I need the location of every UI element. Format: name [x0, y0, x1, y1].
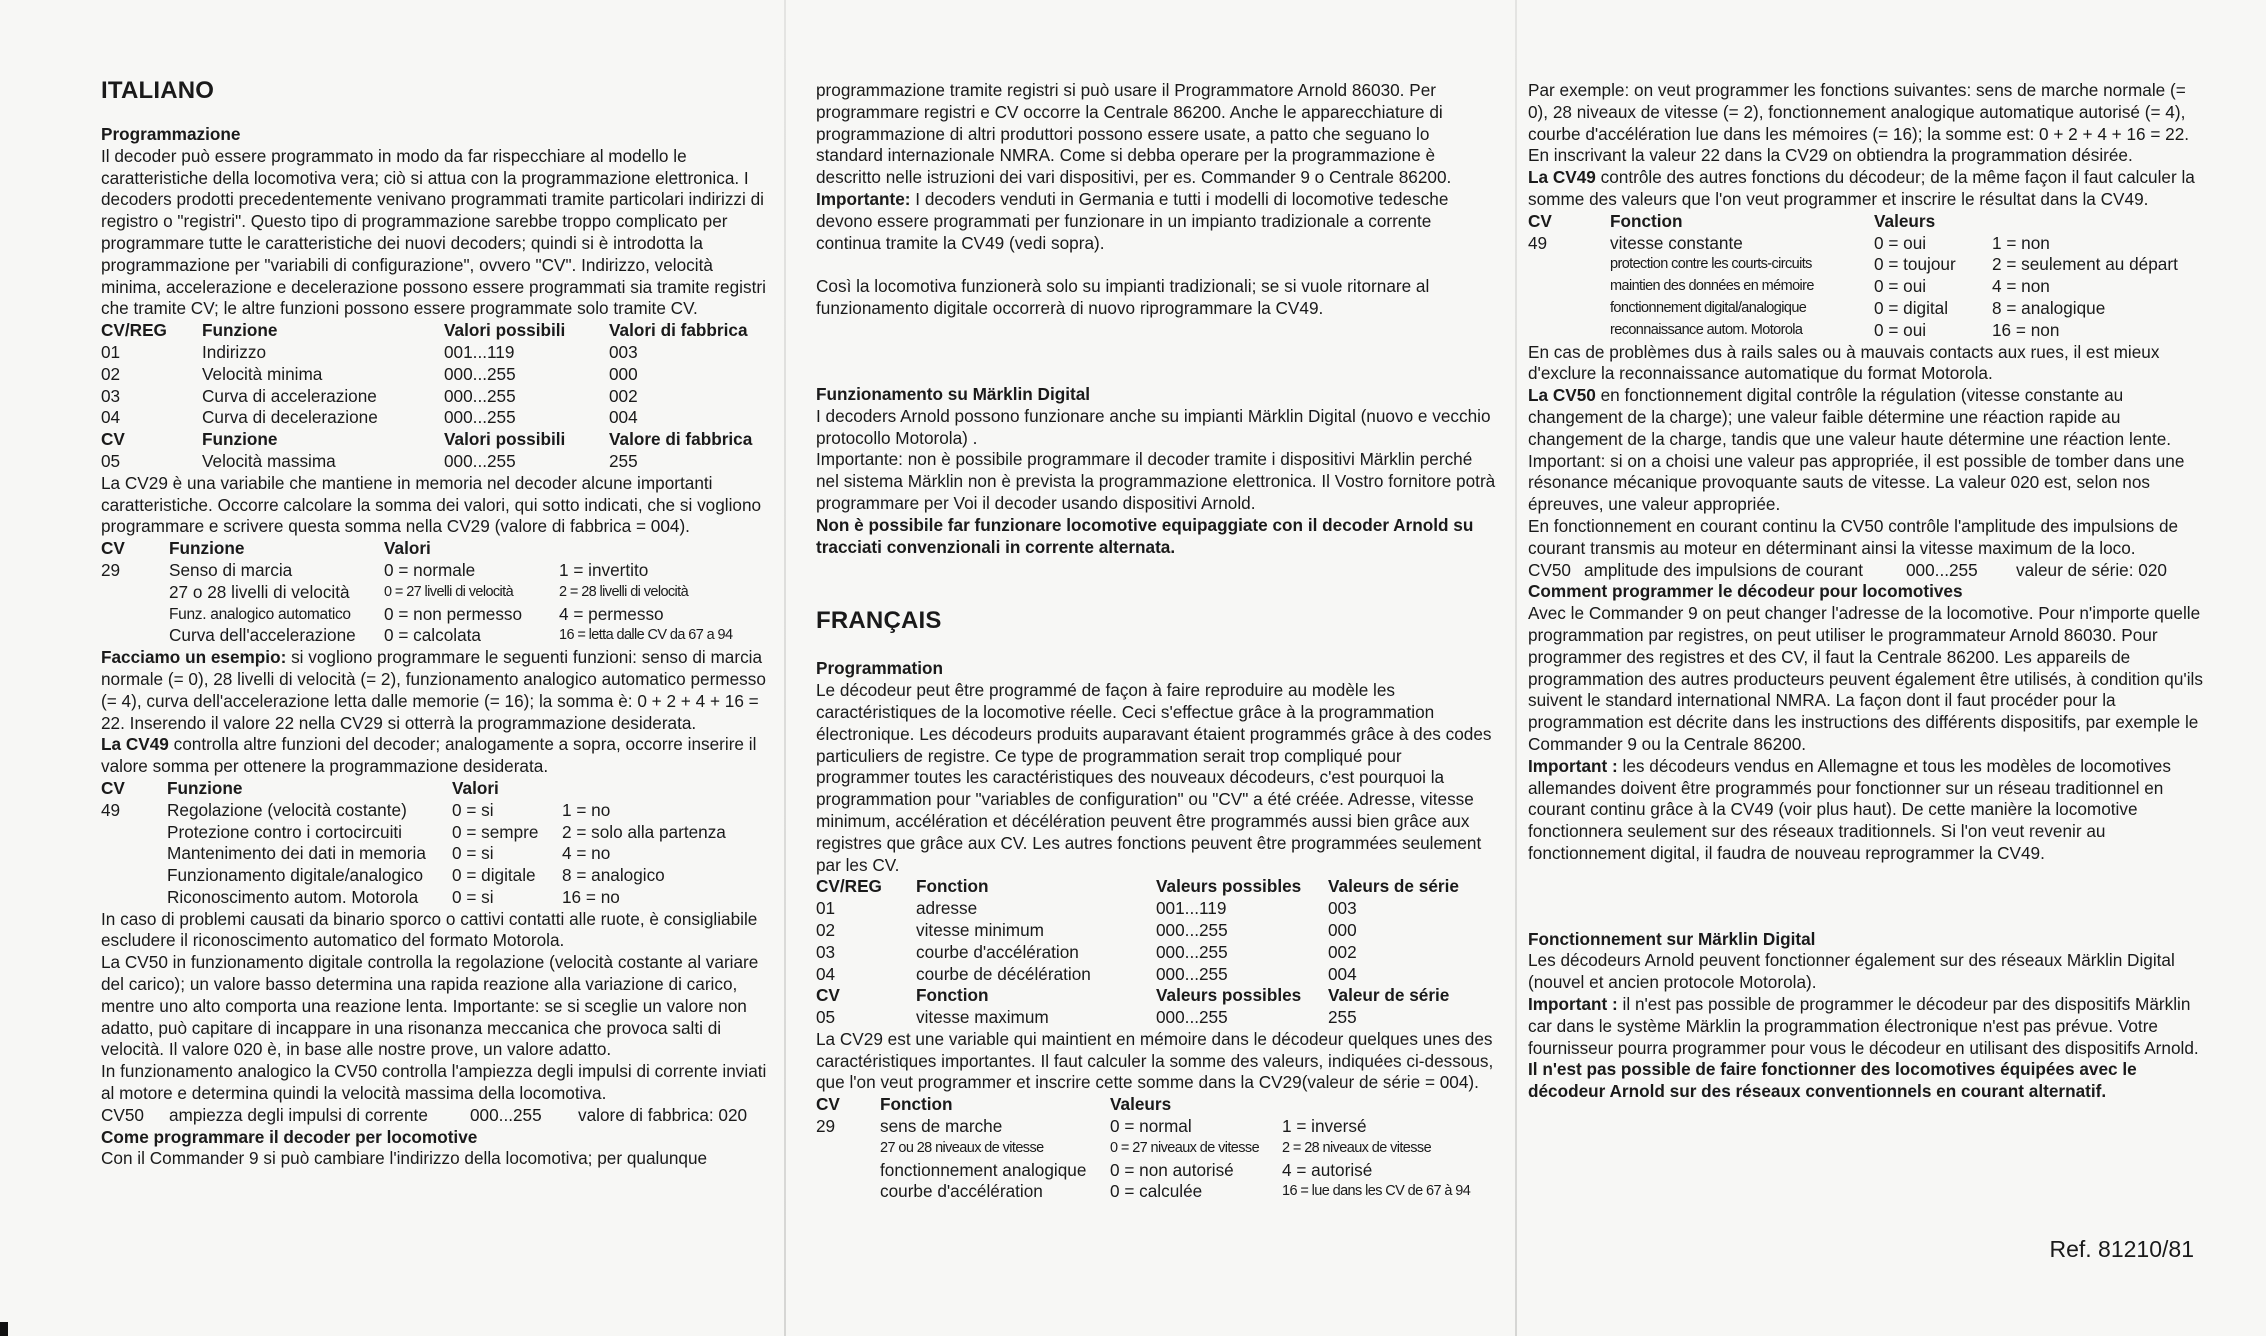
table-cell: courbe de décélération: [916, 963, 1091, 984]
paragraph-cv49: [101, 734, 771, 778]
table-cell: 4 = no: [562, 843, 611, 864]
table-cell: 05: [101, 450, 121, 471]
table-header-row: [816, 1094, 1470, 1116]
table-header: Fonction: [916, 985, 989, 1006]
table-cell: 03: [816, 941, 836, 962]
fold-line-left: [784, 0, 786, 1336]
table-cell: protection contre les courts-circuits: [1610, 256, 1812, 273]
table-cell: 000...255: [470, 1104, 542, 1125]
table-cell: 0 = 27 niveaux de vitesse: [1110, 1139, 1260, 1156]
table-row: [1528, 560, 2167, 582]
table-cell: [1528, 320, 1610, 342]
table-cell: ampiezza degli impulsi di corrente: [169, 1104, 428, 1125]
table-cell: Riconoscimento autom. Motorola: [167, 886, 419, 907]
table-cell: 0 = sempre: [452, 821, 539, 842]
table-cell: 003: [1328, 898, 1357, 919]
table-row: [1528, 233, 2178, 255]
table-header: CV/REG: [101, 320, 167, 341]
table-cell: 000...255: [444, 385, 516, 406]
table-header-row: [101, 429, 752, 451]
paragraph-example: [101, 647, 771, 734]
table-cell: 0 = normale: [384, 559, 476, 580]
paragraph-problems-fr: En cas de problèmes dus à rails sales ou à mauvais contacts aux rues, il est mieux d'exclure la reconnaissance automatique du format Motorola.: [1528, 341, 2160, 384]
table-cell: 0 = digitale: [452, 865, 536, 886]
table-cell: [1528, 276, 1610, 298]
table-row: [101, 582, 732, 604]
table-cell: 2 = 28 livelli di velocità: [559, 583, 689, 600]
table-cell: 2 = 28 niveaux de vitesse: [1282, 1139, 1432, 1156]
table-cell: [816, 1181, 880, 1203]
table-row: [101, 407, 752, 429]
table-row: [1528, 298, 2178, 320]
cv29-table-it: [101, 538, 732, 647]
example-text: si vogliono programmare le seguenti funzioni: senso di marcia normale (= 0), 28 livelli di velocità (= 2), funzionamento analogico automatico permesso (= 4), curva dell'accelerazione letta dalle memorie (= 16); la somma è: 0 + 2 + 4 + 16 = 22. Inserendo il valore 22 nella CV29 si otterrà la programmazione desiderata.: [101, 647, 766, 733]
table-row: [101, 800, 726, 822]
fold-line-right: [1515, 0, 1517, 1336]
cv49-text: controlla altre funzioni del decoder; analogamente a sopra, occorre inserire il valore somma per ottenere la programmazione desiderata.: [101, 734, 757, 777]
table-cell: amplitude des impulsions de courant: [1584, 559, 1863, 580]
paragraph-cv50-digital: La CV50 in funzionamento digitale controlla la regolazione (velocità costante al variare del carico); un valore basso determina una rapida reazione alla variazione di carico, mentre uno alto comporta una reazione lenta. Importante: se si sceglie un valore non adatto, può capitare di incappare in una risonanza meccanica che provoca salti di velocità. Il valore 020 è, in base alle nostre prove, un valore adatto.: [101, 952, 759, 1060]
table-cell: 0 = normal: [1110, 1116, 1192, 1137]
table-cell: [101, 625, 169, 647]
table-header: [1992, 211, 2178, 233]
table-row: [101, 865, 726, 887]
cv-table-basic-fr: [816, 876, 1459, 1029]
table-header-row: [101, 778, 726, 800]
table-cell: 0 = calcolata: [384, 625, 481, 646]
paragraph-cv29: La CV29 è una variabile che mantiene in memoria nel decoder alcune importanti caratteristiche. Occorre calcolare la somma dei valori, qui sotto indicati, che si vogliono programmare e scrivere questa somma nella CV29 (valore di fabbrica = 004).: [101, 472, 762, 537]
table-cell: 1 = no: [562, 799, 611, 820]
paragraph-example-fr: Par exemple: on veut programmer les fonctions suivantes: sens de marche normale (= 0), 28 niveaux de vitesse (= 2), fonctionnement analogique automatique autorisé (= 4), courbe d'accélération lue dans les mémoires (= 16); la somme est: 0 + 2 + 4 + 16 = 22. En inscrivant la valeur 22 dans la CV29 on obtiendra la programmation désirée.: [1528, 80, 2190, 166]
table-cell: Regolazione (velocità costante): [167, 799, 407, 820]
table-cell: 000...255: [1156, 1007, 1228, 1028]
table-cell: 4 = permesso: [559, 603, 664, 624]
table-row: [1528, 254, 2178, 276]
paragraph-problems: In caso di problemi causati da binario sporco o cattivi contatti alle ruote, è consigliabile escludere il riconoscimento automatico del formato Motorola.: [101, 908, 758, 951]
table-cell: 004: [609, 407, 638, 428]
table-cell: 002: [609, 385, 638, 406]
paragraph-how-to-program: Con il Commander 9 si può cambiare l'indirizzo della locomotiva; per qualunque: [101, 1148, 708, 1169]
table-cell: Curva dell'accelerazione: [169, 625, 356, 646]
paragraph-important: [816, 189, 1496, 254]
table-header-row: [816, 876, 1459, 898]
table-cell: 255: [609, 450, 638, 471]
table-cell: 000: [1328, 919, 1357, 940]
table-row: [816, 1138, 1470, 1160]
important-lead: Important :: [1528, 755, 1618, 776]
cv49-table-it: [101, 778, 726, 909]
table-cell: 2 = solo alla partenza: [562, 821, 726, 842]
paragraph-marklin-1: I decoders Arnold possono funzionare anche su impianti Märklin Digital (nuovo e vecchio protocollo Motorola) .: [816, 405, 1491, 448]
table-header: Valori: [452, 777, 499, 798]
table-cell: 000...255: [1156, 919, 1228, 940]
table-cell: 01: [101, 341, 121, 362]
table-cell: 27 o 28 livelli di velocità: [169, 581, 350, 602]
table-row: [816, 1007, 1459, 1029]
table-cell: 2 = seulement au départ: [1992, 254, 2178, 275]
table-cell: [101, 887, 167, 909]
table-cell: 03: [101, 385, 121, 406]
table-header: Fonction: [1610, 210, 1683, 231]
table-cell: 29: [101, 559, 121, 580]
column-right: [1528, 80, 2208, 1103]
table-header: Fonction: [916, 876, 989, 897]
table-cell: CV50: [1528, 559, 1571, 580]
table-cell: [816, 1160, 880, 1182]
paragraph-marklin-2: Importante: non è possibile programmare il decoder tramite i dispositivi Märklin perché nel sistema Märklin non è prevista la programmazione elettronica. Il Vostro fornitore potrà programmare per Voi il decoder usando dispositivi Arnold.: [816, 449, 1496, 513]
table-cell: 000...255: [1156, 941, 1228, 962]
table-row: [101, 1105, 747, 1127]
cv50-text: en fonctionnement digital contrôle la régulation (vitesse constante au changement de la charge); une valeur faible détermine une réaction rapide au changement de la charge, tandis que une valeur haute détermine une réaction lente. Important: si on a choisi une valeur pas appropriée, il est possible de tomber dans une résonance mécanique provoquante sauts de vitesse. La valeur 020 est, selon nos épreuves, une valeur appropriée.: [1528, 385, 2185, 515]
table-cell: 1 = inversé: [1282, 1116, 1367, 1137]
paragraph-programmation: Le décodeur peut être programmé de façon à faire reproduire au modèle les caractéristiques de la locomotive réelle. Ceci s'effectue grâce à la programmation électronique. Les décodeurs produits auparavant étaient programmés grâce à des codes particuliers de registre. Ce type de programmation serait trop compliqué pour programmer toutes les caractéristiques des nouveaux décodeurs, c'est pourquoi la programmation pour "variables de configuration" ou "CV" a été créée. Adresse, vitesse minimum, accélération et décélération peuvent être programmés aussi bien grâce aux registres que grâce aux CV. Les autres fonctions peuvent être programmées seulement par les CV.: [816, 680, 1492, 875]
cv49-lead: La CV49: [1528, 167, 1596, 188]
table-cell: [1528, 254, 1610, 276]
table-header: Fonction: [880, 1094, 953, 1115]
table-cell: 16 = letta dalle CV da 67 a 94: [559, 627, 733, 644]
cv50-line-fr: [1528, 560, 2167, 582]
table-cell: 0 = digital: [1874, 297, 1949, 318]
paragraph-cv29-fr: La CV29 est une variable qui maintient en mémoire dans le décodeur quelques unes des caractéristiques importantes. Il faut calculer la somme des valeurs, indiquées ci-dessous, que l'on veut programmer et inscrire cette somme dans la CV29(valeur de série = 004).: [816, 1028, 1494, 1093]
table-cell: 8 = analogique: [1992, 297, 2106, 318]
table-cell: 003: [609, 341, 638, 362]
table-cell: sens de marche: [880, 1116, 1003, 1137]
table-header: CV: [101, 429, 125, 450]
column-italiano: [101, 76, 771, 1170]
table-cell: Mantenimento dei dati in memoria: [167, 843, 426, 864]
table-cell: Curva di decelerazione: [202, 407, 378, 428]
cv29-table-fr: [816, 1094, 1470, 1203]
table-header: CV: [1528, 210, 1552, 231]
table-row: [816, 964, 1459, 986]
table-cell: 16 = no: [562, 886, 620, 907]
table-cell: 000...255: [444, 450, 516, 471]
table-cell: Senso di marcia: [169, 559, 293, 580]
table-header: Valeurs possibles: [1156, 985, 1302, 1006]
table-row: [816, 1181, 1470, 1203]
table-cell: [1528, 298, 1610, 320]
table-cell: maintien des données en mémoire: [1610, 278, 1814, 295]
paragraph-cv50-dc: En fonctionnement en courant continu la CV50 contrôle l'amplitude des impulsions de courant transmis au moteur en déterminant ainsi la vitesse maximum de la loco.: [1528, 515, 2179, 558]
table-cell: courbe d'accélération: [880, 1181, 1043, 1202]
table-cell: Indirizzo: [202, 341, 266, 362]
table-cell: reconnaissance autom. Motorola: [1610, 321, 1803, 338]
table-cell: [101, 865, 167, 887]
table-header: Funzione: [167, 777, 243, 798]
table-cell: [816, 1138, 880, 1160]
table-header: [1282, 1094, 1470, 1116]
table-cell: Velocità massima: [202, 450, 336, 471]
paragraph-marklin-warning: Non è possibile far funzionare locomotive equipaggiate con il decoder Arnold su tracciati convenzionali in corrente alternata.: [816, 514, 1474, 557]
table-header: CV: [816, 1094, 840, 1115]
table-cell: vitesse minimum: [916, 919, 1044, 940]
cv49-lead: La CV49: [101, 734, 169, 755]
table-cell: vitesse constante: [1610, 232, 1743, 253]
table-cell: 000...255: [1906, 559, 1978, 580]
table-header: Funzione: [202, 429, 278, 450]
table-cell: 0 = toujour: [1874, 254, 1956, 275]
table-cell: 27 ou 28 niveaux de vitesse: [880, 1139, 1044, 1156]
important-lead: Importante:: [816, 188, 911, 209]
heading-programmazione: Programmazione: [101, 124, 241, 144]
table-cell: 04: [816, 963, 836, 984]
table-cell: 16 = non: [1992, 319, 2060, 340]
table-cell: 0 = si: [452, 886, 494, 907]
table-cell: 05: [816, 1007, 836, 1028]
table-header: [562, 778, 726, 800]
table-row: [101, 451, 752, 473]
table-cell: 255: [1328, 1007, 1357, 1028]
table-cell: 01: [816, 898, 836, 919]
table-cell: 0 = si: [452, 843, 494, 864]
table-header: Funzione: [169, 538, 245, 559]
table-row: [101, 822, 726, 844]
table-cell: 000...255: [1156, 963, 1228, 984]
table-header: Funzione: [202, 320, 278, 341]
paragraph-cv49-fr: [1528, 167, 2208, 211]
table-row: [101, 887, 726, 909]
table-cell: 0 = non autorisé: [1110, 1159, 1234, 1180]
table-header: Valeur de série: [1328, 985, 1450, 1006]
table-header: Valori: [384, 538, 431, 559]
table-cell: 002: [1328, 941, 1357, 962]
table-row: [101, 625, 732, 647]
table-header: [559, 538, 732, 560]
table-header: CV/REG: [816, 876, 882, 897]
table-cell: CV50: [101, 1104, 144, 1125]
table-row: [101, 342, 752, 364]
table-cell: 49: [101, 799, 121, 820]
table-header: CV: [101, 777, 125, 798]
cv49-table-fr: [1528, 211, 2178, 342]
table-cell: 02: [816, 919, 836, 940]
table-cell: vitesse maximum: [916, 1007, 1049, 1028]
table-row: [816, 920, 1459, 942]
heading-programmation: Programmation: [816, 658, 944, 679]
table-header: CV: [816, 985, 840, 1006]
paragraph-cosi: Così la locomotiva funzionerà solo su impianti tradizionali; se si vuole ritornare al funzionamento digitale occorrerà di nuovo riprogrammare la CV49.: [816, 276, 1430, 319]
table-header: Valeurs: [1110, 1094, 1172, 1115]
table-header: Valori possibili: [444, 320, 566, 341]
table-header: Valore di fabbrica: [609, 429, 753, 450]
cv49-text: contrôle des autres fonctions du décodeur; de la même façon il faut calculer la somme des valeurs que l'on veut programmer et inscrire le résultat dans la CV49.: [1528, 167, 2195, 209]
paragraph-marklin-warning-fr: Il n'est pas possible de faire fonctionner des locomotives équipées avec le décodeur Arnold sur des réseaux conventionnels en courant alternatif.: [1528, 1059, 2137, 1102]
table-row: [1528, 320, 2178, 342]
paragraph-how-to-program-fr: Avec le Commander 9 on peut changer l'adresse de la locomotive. Pour n'importe quelle programmation par registres, on peut utiliser le programmateur Arnold 86030. Pour programmer des registres et des CV, il faut la Centrale 86200. Les appareils de programmation des autres producteurs peuvent également être utilisés, à condition qu'ils suivent le standard international NMRA. La façon dont il faut procéder pour la programmation est décrite dans les instructions des différents dispositifs, par exemple le Commander 9 ou la Centrale 86200.: [1528, 603, 2203, 754]
table-row: [816, 942, 1459, 964]
table-row: [1528, 276, 2178, 298]
table-row: [816, 1116, 1470, 1138]
important-lead: Important :: [1528, 994, 1618, 1015]
table-cell: Funzionamento digitale/analogico: [167, 865, 424, 886]
important-text: il n'est pas possible de programmer le décodeur par des dispositifs Märklin car dans le système Märklin la programmation électronique n'est pas prévue. Votre fournisseur pourra programmer pour vous le décodeur en utilisant des dispositifs Arnold.: [1528, 994, 2199, 1058]
table-cell: 000...255: [444, 407, 516, 428]
table-cell: 0 = oui: [1874, 319, 1927, 340]
table-cell: 000...255: [444, 363, 516, 384]
table-row: [816, 1160, 1470, 1182]
reference-number: Ref. 81210/81: [2049, 1236, 2194, 1262]
table-row: [101, 364, 752, 386]
section-title-italiano: ITALIANO: [101, 77, 215, 104]
table-cell: [101, 843, 167, 865]
cv-table-basic-it: [101, 320, 752, 473]
table-cell: 4 = non: [1992, 276, 2050, 297]
table-cell: 29: [816, 1116, 836, 1137]
paragraph-important-fr: [1528, 756, 2208, 865]
table-cell: Velocità minima: [202, 363, 323, 384]
table-cell: 1 = invertito: [559, 559, 649, 580]
important-text: les décodeurs vendus en Allemagne et tous les modèles de locomotives allemandes doivent être programmés pour fonctionner sur un réseau traditionnel en courant continu grâce à la CV49 (voir plus haut). De cette manière la locomotive fonctionnera seulement sur des réseaux traditionnels. Si l'on veut revenir au fonctionnement digital, il faudra de nouveau reprogrammer la CV49.: [1528, 755, 2171, 863]
example-lead: Facciamo un esempio:: [101, 647, 287, 668]
heading-how-to-program: Come programmare il decoder per locomotive: [101, 1126, 478, 1147]
table-cell: Protezione contro i cortocircuiti: [167, 821, 402, 842]
table-row: [816, 898, 1459, 920]
paragraph-continuation: programmazione tramite registri si può usare il Programmatore Arnold 86030. Per programmare registri e CV occorre la Centrale 86200. Anche le apparecchiature di programmazione di altri produttori possono essere usate, a patto che seguano lo standard internazionale NMRA. Come si debba operare per la programmazione è descritto nelle istruzioni dei vari dispositivi, per es. Commander 9 o Centrale 86200.: [816, 80, 1452, 188]
table-cell: 001...119: [444, 341, 515, 362]
table-header: Valori possibili: [444, 429, 566, 450]
table-cell: valore di fabbrica: 020: [578, 1104, 748, 1125]
table-cell: [101, 822, 167, 844]
table-row: [101, 843, 726, 865]
table-header-row: [101, 320, 752, 342]
table-cell: 8 = analogico: [562, 865, 665, 886]
paragraph-cv50-analog: In funzionamento analogico la CV50 controlla l'ampiezza degli impulsi di corrente inviati al motore e determina quindi la velocità massima della locomotiva.: [101, 1061, 767, 1104]
table-header-row: [101, 538, 732, 560]
table-cell: [101, 604, 169, 626]
table-header-row: [816, 985, 1459, 1007]
table-cell: 000: [609, 363, 638, 384]
table-cell: Funz. analogico automatico: [169, 605, 351, 623]
heading-marklin-fr: Fonctionnement sur Märklin Digital: [1528, 928, 1816, 949]
table-cell: 0 = non permesso: [384, 603, 523, 624]
table-cell: 16 = lue dans les CV de 67 à 94: [1282, 1183, 1471, 1200]
column-middle: [816, 80, 1496, 1203]
heading-how-to-program-fr: Comment programmer le décodeur pour locomotives: [1528, 581, 1963, 602]
table-header: Valeurs de série: [1328, 876, 1459, 897]
table-cell: 49: [1528, 232, 1548, 253]
table-header: Valeurs: [1874, 210, 1936, 231]
paragraph-programmazione: Il decoder può essere programmato in modo da far rispecchiare al modello le caratteristiche della locomotiva vera; ciò si attua con la programmazione elettronica. I decoders prodotti precedentemente venivano programmati tramite particolari indirizzi di registro o "registri". Questo tipo di programmazione sarebbe troppo complicato per programmare tutte le caratteristiche dei nuovi decoders; quindi si è introdotta la programmazione per "variabili di configurazione", ovvero "CV". Indirizzo, velocità minima, accelerazione e decelerazione possono essere programmati sia tramite registri che tramite CV; le altre funzioni possono essere programmate solo tramite CV.: [101, 145, 766, 319]
table-cell: 004: [1328, 963, 1357, 984]
table-cell: 04: [101, 407, 121, 428]
table-cell: 0 = calculée: [1110, 1181, 1203, 1202]
table-row: [101, 560, 732, 582]
table-cell: valeur de série: 020: [2016, 559, 2167, 580]
table-cell: 0 = oui: [1874, 232, 1927, 253]
table-cell: adresse: [916, 898, 978, 919]
table-cell: [101, 582, 169, 604]
table-header: Valori di fabbrica: [609, 320, 748, 341]
table-row: [101, 386, 752, 408]
paragraph-marklin-fr-2: [1528, 994, 2208, 1059]
cv50-line-it: [101, 1105, 747, 1127]
paragraph-cv50-fr: [1528, 385, 2208, 516]
table-cell: Curva di accelerazione: [202, 385, 377, 406]
important-text: I decoders venduti in Germania e tutti i modelli di locomotive tedesche devono essere programmati per funzionare in un impianto tradizionale a corrente continua tramite la CV49 (vedi sopra).: [816, 188, 1449, 253]
table-cell: 1 = non: [1992, 232, 2050, 253]
table-cell: courbe d'accélération: [916, 941, 1079, 962]
table-cell: 0 = oui: [1874, 276, 1927, 297]
table-header-row: [1528, 211, 2178, 233]
table-header: CV: [101, 538, 125, 559]
paragraph-marklin-fr-1: Les décodeurs Arnold peuvent fonctionner également sur des réseaux Märklin Digital (nouvel et ancien protocole Motorola).: [1528, 950, 2175, 993]
section-title-francais: FRANÇAIS: [816, 607, 942, 635]
table-row: [101, 604, 732, 626]
table-cell: 0 = si: [452, 799, 494, 820]
table-cell: 02: [101, 363, 121, 384]
table-header: Valeurs possibles: [1156, 876, 1302, 897]
page-edge-mark: [0, 1322, 8, 1336]
table-cell: fonctionnement analogique: [880, 1159, 1087, 1180]
table-cell: fonctionnement digital/analogique: [1610, 299, 1807, 316]
table-cell: 0 = 27 livelli di velocità: [384, 583, 514, 600]
heading-marklin-it: Funzionamento su Märklin Digital: [816, 383, 1091, 404]
table-cell: 4 = autorisé: [1282, 1159, 1373, 1180]
table-cell: 001...119: [1156, 898, 1227, 919]
cv50-lead: La CV50: [1528, 385, 1596, 406]
